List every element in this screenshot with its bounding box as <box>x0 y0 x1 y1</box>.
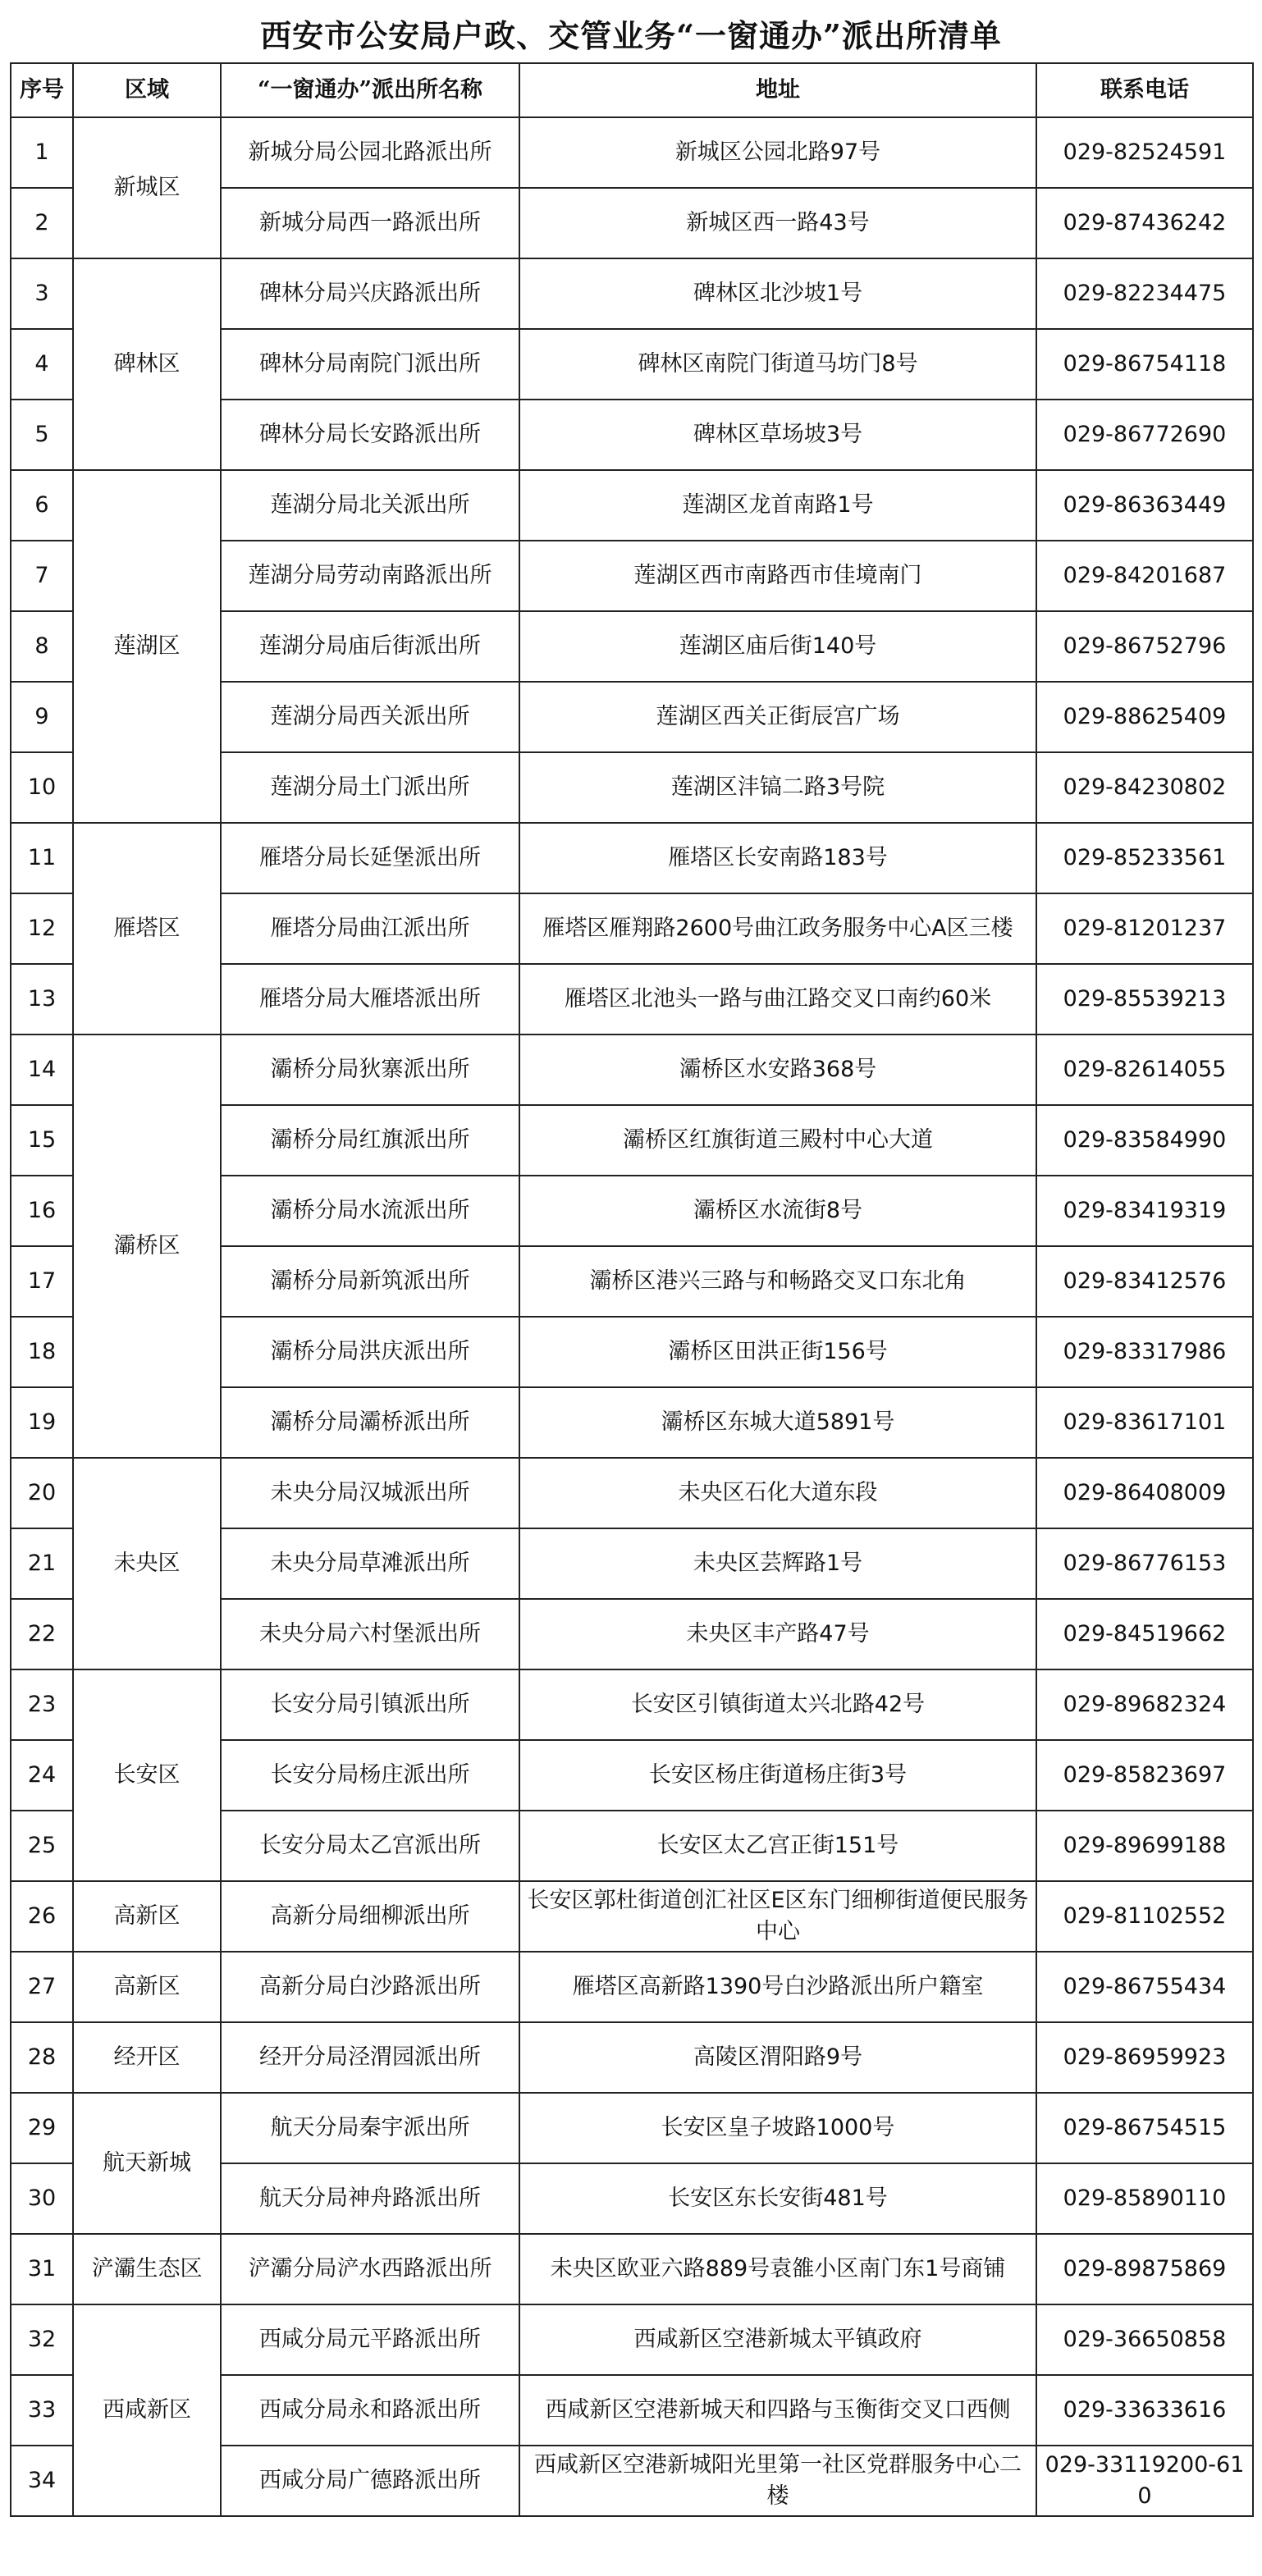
cell-phone: 029-87436242 <box>1036 188 1253 258</box>
cell-no: 30 <box>11 2163 73 2234</box>
cell-station: 长安分局引镇派出所 <box>221 1669 519 1740</box>
cell-no: 31 <box>11 2234 73 2304</box>
cell-address: 雁塔区长安南路183号 <box>519 823 1036 893</box>
cell-address: 西咸新区空港新城天和四路与玉衡街交叉口西侧 <box>519 2375 1036 2446</box>
cell-phone: 029-82614055 <box>1036 1035 1253 1105</box>
cell-district: 雁塔区 <box>73 823 221 1035</box>
cell-address: 未央区芸辉路1号 <box>519 1528 1036 1599</box>
cell-district: 莲湖区 <box>73 470 221 823</box>
cell-address: 灞桥区水流街8号 <box>519 1176 1036 1246</box>
cell-no: 11 <box>11 823 73 893</box>
cell-address: 新城区西一路43号 <box>519 188 1036 258</box>
cell-address: 西咸新区空港新城阳光里第一社区党群服务中心二楼 <box>519 2446 1036 2516</box>
table-header-row <box>11 63 1253 117</box>
cell-station: 长安分局太乙宫派出所 <box>221 1811 519 1881</box>
cell-phone: 029-84201687 <box>1036 541 1253 611</box>
cell-district: 西咸新区 <box>73 2304 221 2516</box>
table-body <box>11 117 1253 2516</box>
cell-address: 雁塔区高新路1390号白沙路派出所户籍室 <box>519 1952 1036 2022</box>
cell-no: 14 <box>11 1035 73 1105</box>
cell-station: 莲湖分局西关派出所 <box>221 682 519 752</box>
cell-phone: 029-86959923 <box>1036 2022 1253 2093</box>
cell-phone: 029-85890110 <box>1036 2163 1253 2234</box>
cell-station: 西咸分局永和路派出所 <box>221 2375 519 2446</box>
cell-address: 高陵区渭阳路9号 <box>519 2022 1036 2093</box>
cell-no: 4 <box>11 329 73 400</box>
cell-address: 未央区石化大道东段 <box>519 1458 1036 1528</box>
cell-station: 碑林分局长安路派出所 <box>221 400 519 470</box>
cell-station: 高新分局细柳派出所 <box>221 1881 519 1952</box>
table-row <box>11 470 1253 541</box>
cell-district: 高新区 <box>73 1952 221 2022</box>
police-station-table <box>10 62 1254 2517</box>
cell-phone: 029-86754515 <box>1036 2093 1253 2163</box>
table-row <box>11 117 1253 188</box>
cell-station: 未央分局汉城派出所 <box>221 1458 519 1528</box>
cell-address: 碑林区南院门街道马坊门8号 <box>519 329 1036 400</box>
cell-phone: 029-86772690 <box>1036 400 1253 470</box>
cell-phone: 029-36650858 <box>1036 2304 1253 2375</box>
header-address: 地址 <box>519 63 1036 117</box>
table-row <box>11 1458 1253 1528</box>
cell-address: 长安区太乙宫正街151号 <box>519 1811 1036 1881</box>
cell-no: 32 <box>11 2304 73 2375</box>
cell-phone: 029-86776153 <box>1036 1528 1253 1599</box>
cell-no: 17 <box>11 1246 73 1317</box>
cell-no: 18 <box>11 1317 73 1387</box>
cell-phone: 029-86363449 <box>1036 470 1253 541</box>
cell-station: 莲湖分局土门派出所 <box>221 752 519 823</box>
cell-station: 经开分局泾渭园派出所 <box>221 2022 519 2093</box>
cell-phone: 029-85539213 <box>1036 964 1253 1035</box>
cell-station: 雁塔分局曲江派出所 <box>221 893 519 964</box>
cell-district: 未央区 <box>73 1458 221 1669</box>
cell-district: 浐灞生态区 <box>73 2234 221 2304</box>
cell-address: 长安区东长安街481号 <box>519 2163 1036 2234</box>
cell-address: 灞桥区水安路368号 <box>519 1035 1036 1105</box>
cell-phone: 029-83412576 <box>1036 1246 1253 1317</box>
header-phone: 联系电话 <box>1036 63 1253 117</box>
table-row <box>11 1952 1253 2022</box>
header-district: 区域 <box>73 63 221 117</box>
cell-phone: 029-84230802 <box>1036 752 1253 823</box>
cell-phone: 029-81102552 <box>1036 1881 1253 1952</box>
cell-station: 航天分局神舟路派出所 <box>221 2163 519 2234</box>
cell-district: 灞桥区 <box>73 1035 221 1458</box>
cell-phone: 029-89682324 <box>1036 1669 1253 1740</box>
cell-station: 西咸分局元平路派出所 <box>221 2304 519 2375</box>
cell-no: 13 <box>11 964 73 1035</box>
cell-no: 10 <box>11 752 73 823</box>
cell-station: 灞桥分局洪庆派出所 <box>221 1317 519 1387</box>
cell-no: 23 <box>11 1669 73 1740</box>
cell-address: 西咸新区空港新城太平镇政府 <box>519 2304 1036 2375</box>
cell-address: 新城区公园北路97号 <box>519 117 1036 188</box>
cell-no: 9 <box>11 682 73 752</box>
cell-station: 新城分局公园北路派出所 <box>221 117 519 188</box>
cell-no: 34 <box>11 2446 73 2516</box>
cell-no: 1 <box>11 117 73 188</box>
cell-no: 27 <box>11 1952 73 2022</box>
cell-district: 新城区 <box>73 117 221 258</box>
cell-phone: 029-83584990 <box>1036 1105 1253 1176</box>
cell-phone: 029-88625409 <box>1036 682 1253 752</box>
cell-no: 19 <box>11 1387 73 1458</box>
cell-no: 26 <box>11 1881 73 1952</box>
header-no: 序号 <box>11 63 73 117</box>
cell-station: 碑林分局兴庆路派出所 <box>221 258 519 329</box>
cell-station: 莲湖分局北关派出所 <box>221 470 519 541</box>
cell-address: 莲湖区西市南路西市佳境南门 <box>519 541 1036 611</box>
cell-phone: 029-83419319 <box>1036 1176 1253 1246</box>
cell-address: 碑林区北沙坡1号 <box>519 258 1036 329</box>
cell-no: 21 <box>11 1528 73 1599</box>
cell-no: 28 <box>11 2022 73 2093</box>
cell-address: 莲湖区庙后街140号 <box>519 611 1036 682</box>
cell-address: 雁塔区雁翔路2600号曲江政务服务中心A区三楼 <box>519 893 1036 964</box>
cell-phone: 029-82524591 <box>1036 117 1253 188</box>
cell-address: 莲湖区西关正街辰宫广场 <box>519 682 1036 752</box>
cell-address: 灞桥区田洪正街156号 <box>519 1317 1036 1387</box>
cell-no: 33 <box>11 2375 73 2446</box>
cell-district: 碑林区 <box>73 258 221 470</box>
cell-station: 浐灞分局浐水西路派出所 <box>221 2234 519 2304</box>
table-row <box>11 1881 1253 1952</box>
cell-district: 高新区 <box>73 1881 221 1952</box>
page-title: 西安市公安局户政、交管业务“一窗通办”派出所清单 <box>260 17 1002 54</box>
cell-no: 7 <box>11 541 73 611</box>
cell-no: 20 <box>11 1458 73 1528</box>
cell-station: 雁塔分局长延堡派出所 <box>221 823 519 893</box>
cell-address: 长安区郭杜街道创汇社区E区东门细柳街道便民服务中心 <box>519 1881 1036 1952</box>
cell-phone: 029-84519662 <box>1036 1599 1253 1669</box>
table-row <box>11 2093 1253 2163</box>
cell-address: 未央区丰产路47号 <box>519 1599 1036 1669</box>
table-row <box>11 2234 1253 2304</box>
cell-station: 灞桥分局新筑派出所 <box>221 1246 519 1317</box>
cell-phone: 029-86752796 <box>1036 611 1253 682</box>
cell-no: 24 <box>11 1740 73 1811</box>
table-row <box>11 2022 1253 2093</box>
cell-phone: 029-82234475 <box>1036 258 1253 329</box>
cell-address: 未央区欧亚六路889号袁雒小区南门东1号商铺 <box>519 2234 1036 2304</box>
cell-station: 未央分局草滩派出所 <box>221 1528 519 1599</box>
cell-station: 雁塔分局大雁塔派出所 <box>221 964 519 1035</box>
cell-phone: 029-85233561 <box>1036 823 1253 893</box>
cell-address: 长安区皇子坡路1000号 <box>519 2093 1036 2163</box>
cell-phone: 029-33119200-610 <box>1036 2446 1253 2516</box>
table-row <box>11 1035 1253 1105</box>
cell-no: 3 <box>11 258 73 329</box>
cell-no: 16 <box>11 1176 73 1246</box>
cell-no: 25 <box>11 1811 73 1881</box>
cell-no: 2 <box>11 188 73 258</box>
cell-address: 雁塔区北池头一路与曲江路交叉口南约60米 <box>519 964 1036 1035</box>
cell-address: 碑林区草场坡3号 <box>519 400 1036 470</box>
cell-station: 莲湖分局庙后街派出所 <box>221 611 519 682</box>
cell-no: 22 <box>11 1599 73 1669</box>
cell-district: 经开区 <box>73 2022 221 2093</box>
cell-phone: 029-86754118 <box>1036 329 1253 400</box>
table-row <box>11 2304 1253 2375</box>
cell-no: 6 <box>11 470 73 541</box>
cell-no: 15 <box>11 1105 73 1176</box>
table-row <box>11 823 1253 893</box>
cell-station: 新城分局西一路派出所 <box>221 188 519 258</box>
cell-no: 8 <box>11 611 73 682</box>
cell-station: 未央分局六村堡派出所 <box>221 1599 519 1669</box>
cell-address: 莲湖区沣镐二路3号院 <box>519 752 1036 823</box>
cell-phone: 029-85823697 <box>1036 1740 1253 1811</box>
cell-phone: 029-33633616 <box>1036 2375 1253 2446</box>
cell-phone: 029-89875869 <box>1036 2234 1253 2304</box>
cell-station: 灞桥分局水流派出所 <box>221 1176 519 1246</box>
cell-station: 航天分局秦宇派出所 <box>221 2093 519 2163</box>
cell-station: 灞桥分局红旗派出所 <box>221 1105 519 1176</box>
cell-phone: 029-86755434 <box>1036 1952 1253 2022</box>
cell-phone: 029-86408009 <box>1036 1458 1253 1528</box>
header-station: “一窗通办”派出所名称 <box>221 63 519 117</box>
cell-no: 5 <box>11 400 73 470</box>
cell-no: 29 <box>11 2093 73 2163</box>
cell-address: 长安区杨庄街道杨庄街3号 <box>519 1740 1036 1811</box>
table-row <box>11 1669 1253 1740</box>
cell-address: 灞桥区港兴三路与和畅路交叉口东北角 <box>519 1246 1036 1317</box>
cell-phone: 029-83317986 <box>1036 1317 1253 1387</box>
cell-station: 高新分局白沙路派出所 <box>221 1952 519 2022</box>
cell-address: 灞桥区红旗街道三殿村中心大道 <box>519 1105 1036 1176</box>
cell-station: 莲湖分局劳动南路派出所 <box>221 541 519 611</box>
cell-no: 12 <box>11 893 73 964</box>
cell-phone: 029-81201237 <box>1036 893 1253 964</box>
cell-station: 西咸分局广德路派出所 <box>221 2446 519 2516</box>
cell-district: 航天新城 <box>73 2093 221 2234</box>
cell-address: 莲湖区龙首南路1号 <box>519 470 1036 541</box>
cell-address: 灞桥区东城大道5891号 <box>519 1387 1036 1458</box>
cell-station: 灞桥分局灞桥派出所 <box>221 1387 519 1458</box>
cell-station: 碑林分局南院门派出所 <box>221 329 519 400</box>
cell-phone: 029-83617101 <box>1036 1387 1253 1458</box>
cell-station: 长安分局杨庄派出所 <box>221 1740 519 1811</box>
table-row <box>11 258 1253 329</box>
cell-station: 灞桥分局狄寨派出所 <box>221 1035 519 1105</box>
cell-phone: 029-89699188 <box>1036 1811 1253 1881</box>
cell-district: 长安区 <box>73 1669 221 1881</box>
cell-address: 长安区引镇街道太兴北路42号 <box>519 1669 1036 1740</box>
